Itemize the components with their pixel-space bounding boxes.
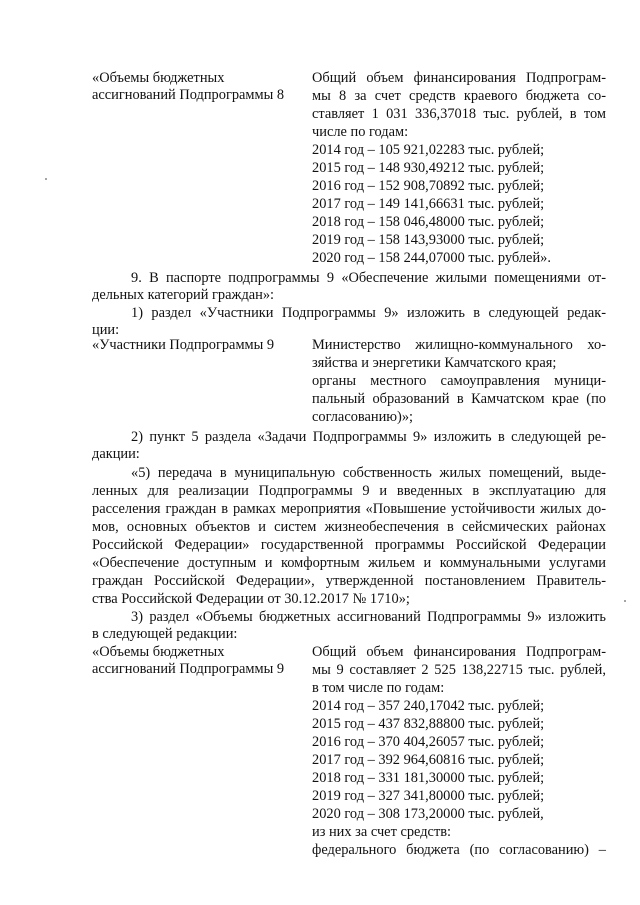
paragraph-line: 2) пункт 5 раздела «Задачи Подпрограммы 9» изложить в следующей ре- [131, 429, 606, 445]
paragraph-line: «5) передача в муниципальную собственность жилых помещений, выде- [131, 465, 606, 481]
budget-heading-line: «Объемы бюджетных [92, 644, 225, 660]
scan-speck [45, 178, 47, 180]
year-amount-line: 2015 год – 148 930,49212 тыс. рублей; [312, 160, 545, 176]
paragraph-line: в следующей редакции: [92, 626, 238, 642]
year-amount-line: 2014 год – 357 240,17042 тыс. рублей; [312, 698, 545, 714]
year-amount-line: 2019 год – 158 143,93000 тыс. рублей; [312, 232, 545, 248]
year-amount-line: 2017 год – 149 141,66631 тыс. рублей; [312, 196, 545, 212]
year-amount-line: 2016 год – 370 404,26057 тыс. рублей; [312, 734, 545, 750]
participant-line: органы местного самоуправления муници- [312, 373, 606, 389]
participant-line: пальный образований в Камчатском крае (по [312, 391, 606, 407]
budget-heading-line: ассигнований Подпрограммы 9 [92, 661, 285, 677]
year-amount-line: 2018 год – 158 046,48000 тыс. рублей; [312, 214, 545, 230]
paragraph-line: дакции: [92, 446, 140, 462]
budget-heading-line: ассигнований Подпрограммы 8 [92, 87, 285, 103]
paragraph-line: «Обеспечение доступным и комфортным жильем и коммунальными услугами [92, 555, 606, 571]
participant-line: согласованию)»; [312, 409, 414, 425]
year-amount-line: 2020 год – 158 244,07000 тыс. рублей». [312, 250, 551, 266]
paragraph-line: граждан Российской Федерации», утвержденной постановлением Правитель- [92, 573, 606, 589]
paragraph-line: 9. В паспорте подпрограммы 9 «Обеспечение жилыми помещениями от- [131, 270, 606, 286]
year-amount-line: 2020 год – 308 173,20000 тыс. рублей, [312, 806, 544, 822]
participant-line: зяйства и энергетики Камчатского края; [312, 355, 557, 371]
paragraph-line: 1) раздел «Участники Подпрограммы 9» изложить в следующей редак- [131, 305, 606, 321]
paragraph-line: ства Российской Федерации от 30.12.2017 № 1710»; [92, 591, 410, 607]
financing-line: мы 9 составляет 2 525 138,22715 тыс. рублей, [312, 662, 606, 678]
paragraph-line: 3) раздел «Объемы бюджетных ассигнований Подпрограммы 9» изложить [131, 609, 606, 625]
scan-speck [624, 600, 626, 602]
financing-line: ставляет 1 031 336,37018 тыс. рублей, в том [312, 106, 606, 122]
financing-line: Общий объем финансирования Подпрограм- [312, 70, 606, 86]
paragraph-line: дельных категорий граждан»: [92, 287, 275, 303]
year-amount-line: 2017 год – 392 964,60816 тыс. рублей; [312, 752, 545, 768]
year-amount-line: 2019 год – 327 341,80000 тыс. рублей; [312, 788, 545, 804]
participants-heading: «Участники Подпрограммы 9 [92, 337, 275, 353]
paragraph-line: ленных для реализации Подпрограммы 9 и введенных в эксплуатацию для [92, 483, 606, 499]
paragraph-line: мов, основных объектов и систем жизнеобеспечения в сейсмических районах [92, 519, 606, 535]
financing-line: мы 8 за счет средств краевого бюджета со- [312, 88, 606, 104]
financing-line: числе по годам: [312, 124, 409, 140]
year-amount-line: 2016 год – 152 908,70892 тыс. рублей; [312, 178, 545, 194]
financing-line: в том числе по годам: [312, 680, 445, 696]
paragraph-line: Российской Федерации» государственной программы Российской Федерации [92, 537, 606, 553]
participant-line: Министерство жилищно-коммунального хо- [312, 337, 606, 353]
budget-heading-line: «Объемы бюджетных [92, 70, 225, 86]
financing-line: федерального бюджета (по согласованию) – [312, 842, 606, 858]
paragraph-line: расселения граждан в рамках мероприятия «Повышение устойчивости жилых до- [92, 501, 606, 517]
financing-line: из них за счет средств: [312, 824, 452, 840]
financing-line: Общий объем финансирования Подпрограм- [312, 644, 606, 660]
paragraph-line: ции: [92, 322, 120, 338]
year-amount-line: 2015 год – 437 832,88800 тыс. рублей; [312, 716, 545, 732]
year-amount-line: 2014 год – 105 921,02283 тыс. рублей; [312, 142, 545, 158]
year-amount-line: 2018 год – 331 181,30000 тыс. рублей; [312, 770, 545, 786]
